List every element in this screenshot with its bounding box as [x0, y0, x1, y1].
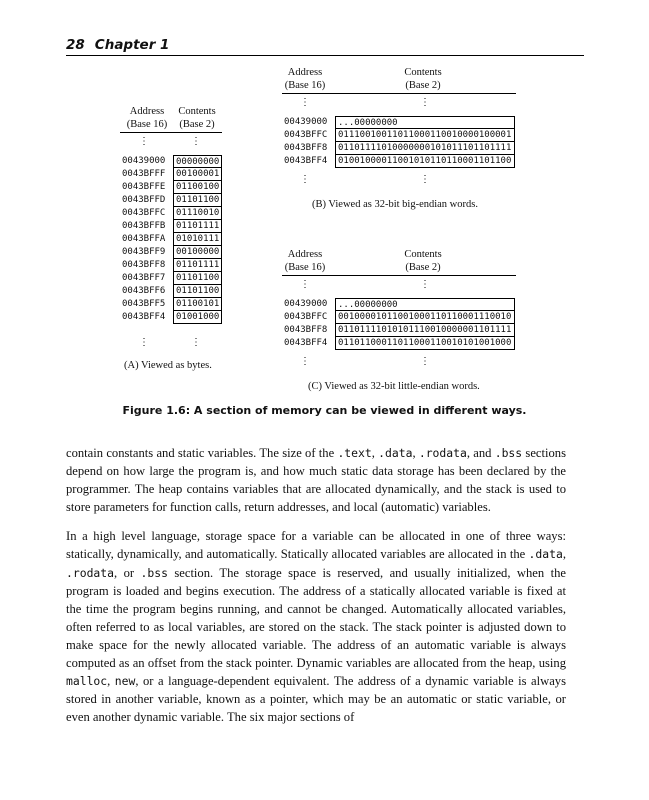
paragraph-2	[66, 527, 566, 726]
table-row	[122, 311, 222, 324]
panel-b-contents-header: Contents (Base 2)	[404, 67, 442, 91]
value-cell: 00100000	[173, 246, 222, 259]
address-cell: 0043BFF5	[122, 299, 166, 309]
table-row	[122, 272, 222, 285]
page-number: 28	[66, 37, 85, 53]
value-cell: 00000000	[173, 155, 222, 168]
address-cell: 0043BFF7	[122, 273, 166, 283]
table-row	[122, 168, 222, 181]
address-cell: 00439000	[284, 117, 328, 127]
value-cell: 01101100	[173, 194, 222, 207]
table-row	[122, 259, 222, 272]
panel-b-header-rule	[282, 93, 516, 94]
inline-code: new	[114, 674, 136, 689]
text-run: , or a language-dependent equivalent. The address of a dynamic variable is always stored in another variable, known as a pointer, which may be an automatic or static variable, or even another dynamic variable. The six major sections of	[66, 674, 566, 725]
panel-a-caption: (A) Viewed as bytes.	[124, 360, 212, 371]
text-run: ,	[107, 674, 115, 689]
panel-c-ellipsis-bottom-val: ⋮	[420, 356, 430, 367]
address-cell: 0043BFF4	[284, 338, 328, 348]
panel-b-ellipsis-top-addr: ⋮	[300, 97, 310, 108]
text-run: ,	[371, 446, 379, 460]
value-cell: 01101111	[173, 220, 222, 233]
paragraph-1	[66, 444, 566, 516]
running-head	[66, 37, 169, 53]
table-row	[284, 311, 515, 324]
table-row	[122, 181, 222, 194]
panel-a-header-rule	[120, 132, 222, 133]
address-cell: 0043BFFC	[284, 312, 328, 322]
value-cell: 01101100	[173, 272, 222, 285]
text-run: section. The storage space is reserved, and usually initialized, when the program is loaded and begins execution. The address of a statically allocated variable is fixed at the time the program begins running, and cannot be changed. Automatically allocated variables, often referred to as local variables, are stored on the stack. The stack pointer is adjusted down to make space for the newly allocated variable. The address of an automatic variable is always computed as an offset from the stack pointer. Dynamic variables are allocated from the heap, using	[66, 565, 566, 671]
panel-a-ellipsis-bottom-addr: ⋮	[139, 337, 149, 348]
table-row	[284, 155, 515, 168]
table-row	[122, 220, 222, 233]
inline-code: .text	[337, 446, 372, 460]
text-run: , or	[114, 565, 141, 580]
address-cell: 0043BFF9	[122, 247, 166, 257]
inline-code: .bss	[140, 565, 168, 580]
panel-a-contents-header: Contents (Base 2)	[178, 106, 216, 130]
panel-c-contents-header: Contents (Base 2)	[404, 249, 442, 273]
value-cell: 01101111	[173, 259, 222, 272]
value-cell: 00100001011001000110110001110010	[335, 311, 515, 324]
value-cell: 01010111	[173, 233, 222, 246]
panel-c-ellipsis-bottom-addr: ⋮	[300, 356, 310, 367]
table-row	[284, 142, 515, 155]
panel-c-caption: (C) Viewed as 32-bit little-endian words.	[308, 381, 480, 392]
table-row	[122, 155, 222, 168]
chapter-title: Chapter 1	[94, 37, 170, 53]
panel-a-address-header: Address (Base 16)	[126, 106, 168, 130]
panel-c-ellipsis-top-val: ⋮	[420, 279, 430, 290]
value-cell: 01101111010000000101011101101111	[335, 142, 515, 155]
panel-c-header-rule	[282, 275, 516, 276]
panel-c-ellipsis-top-addr: ⋮	[300, 279, 310, 290]
value-cell: 01100101	[173, 298, 222, 311]
inline-code: .data	[378, 446, 413, 460]
table-row	[284, 324, 515, 337]
inline-code: .bss	[494, 446, 523, 460]
address-cell: 0043BFF8	[284, 143, 328, 153]
value-cell: 01100100	[173, 181, 222, 194]
panel-b-ellipsis-bottom-addr: ⋮	[300, 174, 310, 185]
panel-b-memory-table	[284, 116, 515, 168]
value-cell: ...00000000	[335, 116, 515, 129]
inline-code: .rodata	[66, 565, 115, 580]
panel-b-address-header: Address (Base 16)	[284, 67, 326, 91]
panel-a-ellipsis-top-addr: ⋮	[139, 136, 149, 147]
panel-a-ellipsis-top-val: ⋮	[191, 136, 201, 147]
address-cell: 0043BFFD	[122, 195, 166, 205]
table-row	[284, 298, 515, 311]
panel-b-ellipsis-top-val: ⋮	[420, 97, 430, 108]
address-cell: 0043BFF4	[284, 156, 328, 166]
address-cell: 0043BFF6	[122, 286, 166, 296]
value-cell: 01001000	[173, 311, 222, 324]
address-cell: 0043BFF4	[122, 312, 166, 322]
panel-c-address-header: Address (Base 16)	[284, 249, 326, 273]
inline-code: malloc	[66, 674, 108, 689]
body-text	[66, 444, 566, 737]
address-cell: 0043BFFE	[122, 182, 166, 192]
table-row	[122, 207, 222, 220]
address-cell: 0043BFFB	[122, 221, 166, 231]
address-cell: 0043BFFC	[284, 130, 328, 140]
address-cell: 0043BFFC	[122, 208, 166, 218]
text-run: contain constants and static variables. The size of the	[66, 446, 338, 460]
text-run: sections depend on how large the program is, and how much static data storage has been declared by the programmer. The heap contains variables that are allocated dynamically, and the stack is used to store parameters for function calls, return addresses, and local (automatic) variables.	[66, 446, 566, 515]
panel-b-caption: (B) Viewed as 32-bit big-endian words.	[312, 199, 478, 210]
inline-code: .data	[528, 547, 563, 562]
address-cell: 0043BFFA	[122, 234, 166, 244]
value-cell: 01101100011011000110010101001000	[335, 337, 515, 350]
address-cell: 0043BFF8	[122, 260, 166, 270]
table-row	[284, 116, 515, 129]
text-run: , and	[466, 446, 495, 460]
value-cell: 00100001	[173, 168, 222, 181]
table-row	[122, 233, 222, 246]
value-cell: ...00000000	[335, 298, 515, 311]
table-row	[284, 129, 515, 142]
value-cell: 01101111010101110010000001101111	[335, 324, 515, 337]
panel-a-memory-table	[122, 155, 222, 324]
address-cell: 0043BFFF	[122, 169, 166, 179]
address-cell: 00439000	[122, 156, 166, 166]
panel-c-memory-table	[284, 298, 515, 350]
value-cell: 01110010	[173, 207, 222, 220]
text-run: ,	[412, 446, 419, 460]
table-row	[122, 298, 222, 311]
table-row	[122, 194, 222, 207]
header-rule	[66, 55, 584, 56]
panel-a-ellipsis-bottom-val: ⋮	[191, 337, 201, 348]
table-row	[122, 285, 222, 298]
figure-caption: Figure 1.6: A section of memory can be viewed in different ways.	[122, 404, 527, 417]
value-cell: 01001000011001010110110001101100	[335, 155, 515, 168]
text-run: ,	[562, 547, 566, 562]
inline-code: .rodata	[418, 446, 467, 460]
text-run: In a high level language, storage space for a variable can be allocated in one of three ways: statically, dynamically, and automatically. Statically allocated variables are allocated in the	[66, 529, 566, 562]
table-row	[122, 246, 222, 259]
value-cell: 01101100	[173, 285, 222, 298]
table-row	[284, 337, 515, 350]
panel-b-ellipsis-bottom-val: ⋮	[420, 174, 430, 185]
address-cell: 0043BFF8	[284, 325, 328, 335]
address-cell: 00439000	[284, 299, 328, 309]
value-cell: 01110010011011000110010000100001	[335, 129, 515, 142]
